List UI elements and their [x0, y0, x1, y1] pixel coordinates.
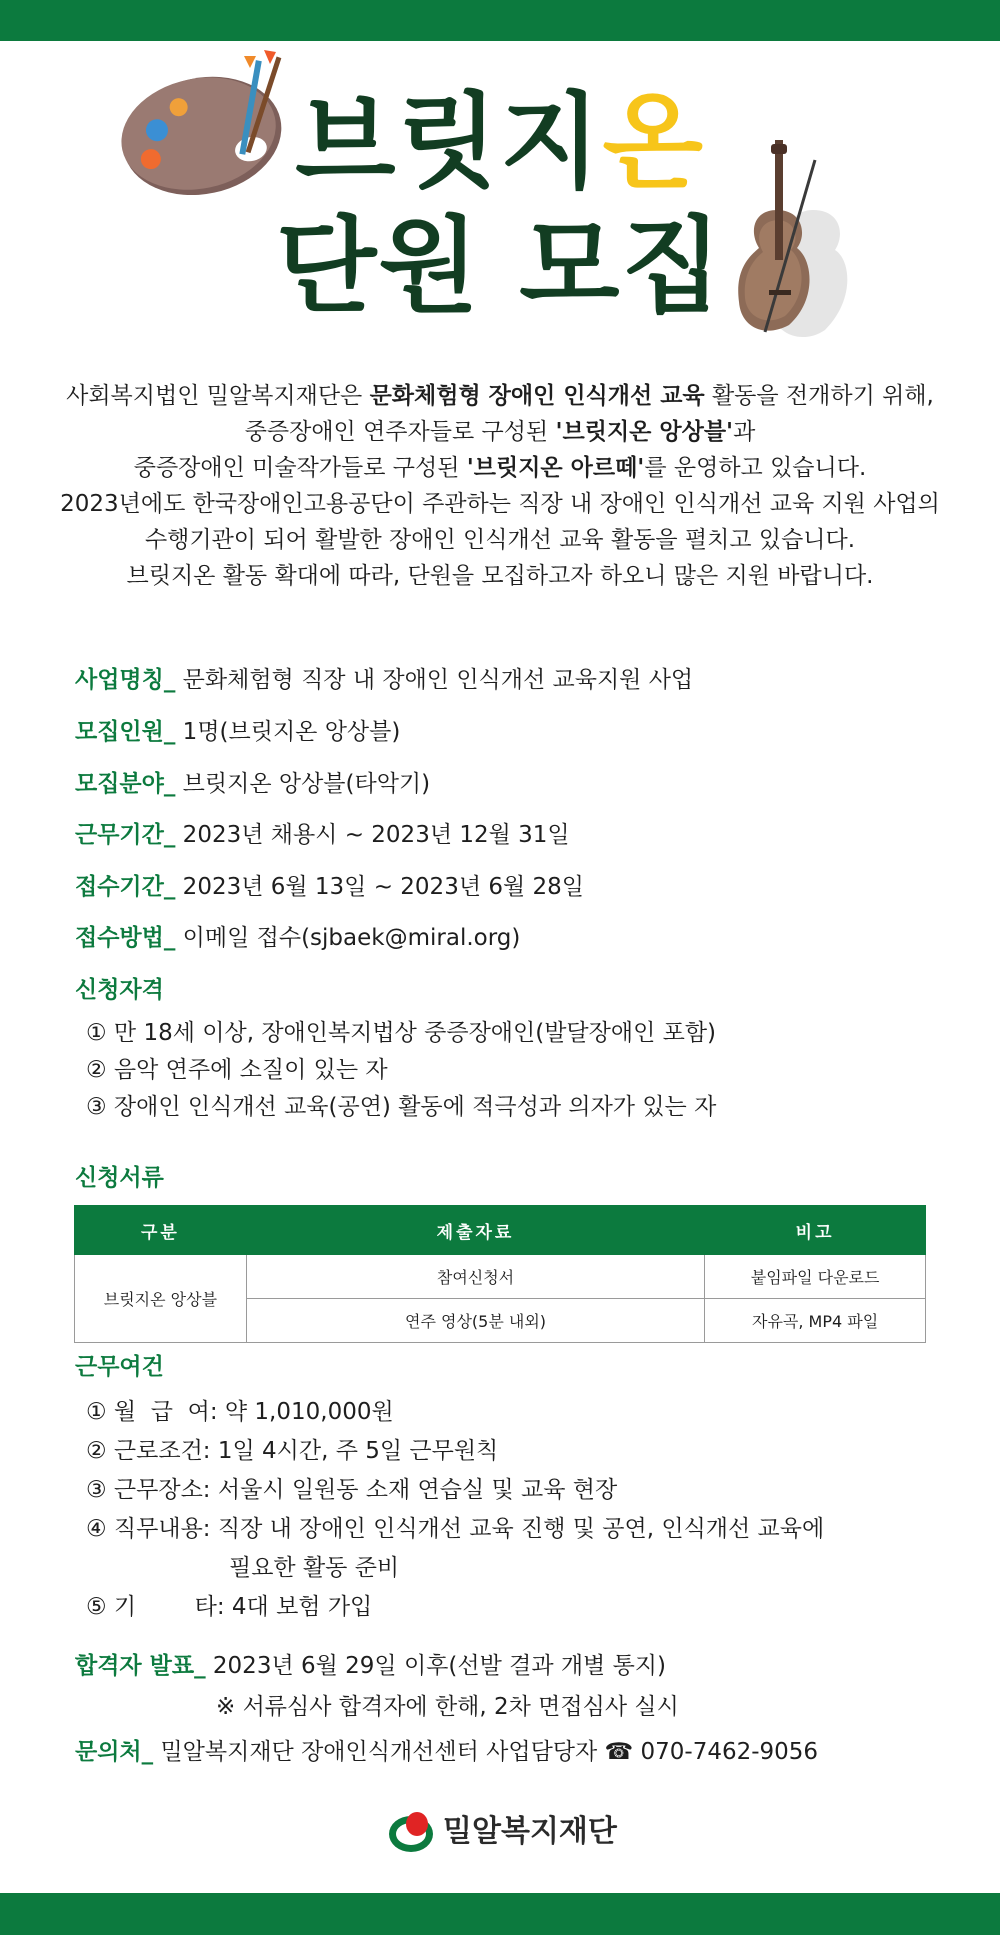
top-banner-bar: [0, 0, 1000, 41]
table-cell-note: 자유곡, MP4 파일: [705, 1299, 926, 1343]
table-cell-note: 붙임파일 다운로드: [705, 1255, 926, 1299]
documents-heading: 신청서류: [75, 1165, 164, 1191]
list-item-continuation: 필요한 활동 준비: [229, 1555, 400, 1581]
qualification-list: [86, 1015, 716, 1126]
list-item: ① 월 급 여: 약 1,010,000원: [86, 1399, 394, 1425]
announcement: 합격자 발표_ 2023년 6월 29일 이후(선발 결과 개별 통지) ※ 서류심사 합격자에 한해, 2차 면접심사 실시: [75, 1650, 679, 1723]
bottom-banner-bar: [0, 1893, 1000, 1935]
table-header-row: [75, 1206, 926, 1255]
info-row-work-period: 근무기간_ 2023년 채용시 ~ 2023년 12월 31일: [75, 822, 570, 848]
info-row-application-method: 접수방법_ 이메일 접수(sjbaek@miral.org): [75, 925, 521, 951]
column-header-remarks: 비고: [705, 1206, 926, 1255]
announcement-note: ※ 서류심사 합격자에 한해, 2차 면접심사 실시: [216, 1694, 679, 1720]
contact-info: 문의처_ 밀알복지재단 장애인식개선센터 사업담당자 ☎ 070-7462-9056: [75, 1739, 819, 1765]
list-item: ④ 직무내용: 직장 내 장애인 인식개선 교육 진행 및 공연, 인식개선 교육에: [86, 1516, 825, 1542]
documents-table: [74, 1205, 926, 1343]
page-title: [0, 80, 1000, 328]
conditions-heading: 근무여건: [75, 1354, 164, 1380]
intro-paragraph: 사회복지법인 밀알복지재단은 문화체험형 장애인 인식개선 교육 활동을 전개하기 위해, 중증장애인 연주자들로 구성된 '브릿지온 앙상블'과 중증장애인 미술작가들로 구성된 '브릿지온 아르떼'를 운영하고 있습니다. 2023년에도 한국장애인고용공단이 주관하는 직장 내 장애인 인식개선 교육 지원 사업의 수행기관이 되어 활발한 장애인 인식개선 교육 활동을 펼치고 있습니다. 브릿지온 활동 확대에 따라, 단원을 모집하고자 하오니 많은 지원 바랍니다.: [60, 383, 940, 589]
list-item: ② 근로조건: 1일 4시간, 주 5일 근무원칙: [86, 1438, 499, 1464]
column-header-materials: 제출자료: [246, 1206, 704, 1255]
column-header-category: 구분: [75, 1206, 247, 1255]
list-item: ② 음악 연주에 소질이 있는 자: [86, 1057, 388, 1083]
table-cell-doc: 참여신청서: [246, 1255, 704, 1299]
list-item: ① 만 18세 이상, 장애인복지법상 중증장애인(발달장애인 포함): [86, 1020, 717, 1046]
info-row-project-name: 사업명칭_ 문화체험형 직장 내 장애인 인식개선 교육지원 사업: [75, 667, 694, 693]
conditions-list: [86, 1393, 824, 1627]
info-row-headcount: 모집인원_ 1명(브릿지온 앙상블): [75, 719, 401, 745]
qualification-heading: 신청자격: [75, 977, 164, 1003]
list-item: ⑤ 기 타: 4대 보험 가입: [86, 1594, 373, 1620]
foundation-logo-text: 밀알복지재단: [443, 1814, 617, 1849]
foundation-logo-mark-icon: [387, 1808, 439, 1856]
list-item: ③ 장애인 인식개선 교육(공연) 활동에 적극성과 의자가 있는 자: [86, 1094, 717, 1120]
table-cell-doc: 연주 영상(5분 내외): [246, 1299, 704, 1343]
info-row-application-period: 접수기간_ 2023년 6월 13일 ~ 2023년 6월 28일: [75, 874, 584, 900]
info-row-field: 모집분야_ 브릿지온 앙상블(타악기): [75, 771, 431, 797]
list-item: ③ 근무장소: 서울시 일원동 소재 연습실 및 교육 현장: [86, 1477, 618, 1503]
table-row: [75, 1255, 926, 1299]
table-cell-group: 브릿지온 앙상블: [75, 1255, 247, 1343]
title-line-2: 단원 모집: [275, 205, 725, 327]
title-line-1: 브릿지온: [295, 81, 705, 203]
foundation-logo: [387, 1808, 617, 1856]
